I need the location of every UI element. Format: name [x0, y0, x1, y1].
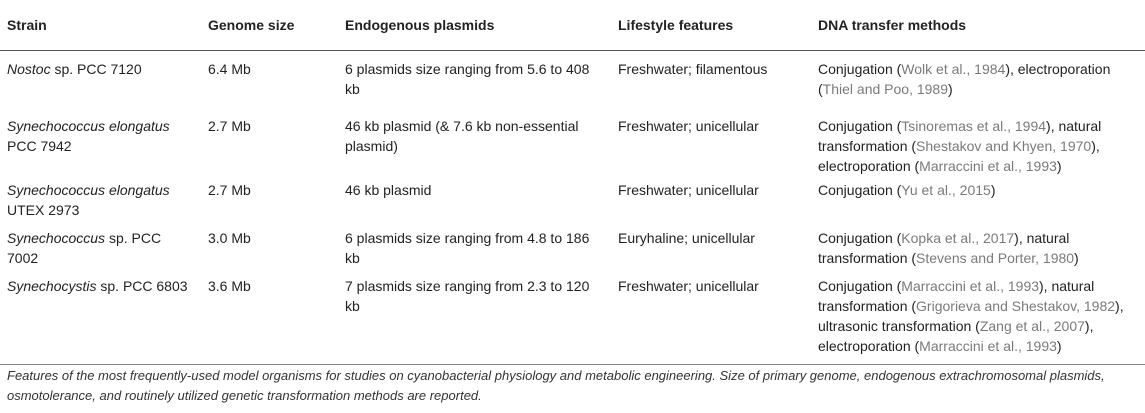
citation-link[interactable]: Wolk et al., 1984	[901, 60, 1006, 77]
genome-size-cell: 3.6 Mb	[199, 272, 336, 364]
citation-link[interactable]: Marraccini et al., 1993	[901, 278, 1040, 294]
table-row	[0, 224, 1145, 272]
italic-name-text: Synechococcus elongatus	[7, 182, 170, 198]
citation-link[interactable]: Marraccini et al., 1993	[919, 158, 1057, 174]
strain-cell	[0, 50, 199, 108]
cell-text: ), electroporation (	[818, 318, 1094, 354]
citation-link[interactable]: Kopka et al., 2017	[901, 230, 1015, 246]
header-lifestyle-features: Lifestyle features	[609, 0, 809, 50]
cell-text: sp. PCC 7120	[50, 60, 142, 77]
cell-text: )	[1056, 158, 1062, 174]
cell-text: Conjugation (	[818, 278, 902, 294]
italic-name-text: Synechocystis	[7, 278, 97, 294]
table-row	[0, 50, 1145, 108]
italic-name-text: Nostoc	[7, 60, 51, 77]
header-genome-size: Genome size	[199, 0, 336, 50]
citation-link[interactable]: Thiel and Poo, 1989	[822, 80, 948, 97]
transfer-methods-cell	[809, 224, 1145, 272]
cell-text: ), electroporation (	[818, 138, 1100, 174]
table-row	[0, 272, 1145, 364]
citation-link[interactable]: Yu et al., 2015	[901, 182, 991, 198]
lifestyle-cell: Freshwater; filamentous	[618, 60, 768, 77]
cell-text: PCC 7942	[7, 138, 72, 154]
cell-text: Conjugation (	[818, 60, 902, 77]
table-body	[0, 50, 1145, 364]
citation-link[interactable]: Grigorieva and Shestakov, 1982	[916, 298, 1116, 314]
citation-link[interactable]: Marraccini et al., 1993	[919, 338, 1057, 354]
cell-text: sp. PCC 7002	[7, 230, 162, 266]
transfer-methods-cell	[809, 108, 1145, 176]
transfer-methods-cell	[809, 176, 1145, 224]
header-strain: Strain	[0, 0, 199, 50]
table-header	[0, 0, 1145, 50]
genome-size-cell: 2.7 Mb	[208, 118, 251, 134]
citation-link[interactable]: Tsinoremas et al., 1994	[901, 118, 1047, 134]
cell-text: ), natural transformation (	[818, 230, 1070, 266]
transfer-methods-cell	[809, 50, 1145, 108]
lifestyle-cell: Freshwater; unicellular	[618, 118, 759, 134]
cell-text: ), electroporation (	[818, 60, 1111, 97]
cell-text: UTEX 2973	[7, 202, 80, 218]
cell-text: )	[1056, 338, 1062, 354]
italic-name-text: Synechococcus elongatus	[7, 118, 170, 134]
header-endogenous-plasmids: Endogenous plasmids	[336, 0, 609, 50]
strain-cell	[0, 272, 199, 364]
cell-text: )	[948, 80, 953, 97]
lifestyle-cell: Euryhaline; unicellular	[618, 230, 755, 246]
header-row	[0, 0, 1145, 50]
plasmids-cell: 46 kb plasmid	[345, 182, 432, 198]
plasmids-cell: 7 plasmids size ranging from 2.3 to 120 kb	[336, 272, 609, 364]
table-caption: Features of the most frequently-used model organisms for studies on cyanobacterial physiology and metabolic engineering. Size of primary genome, endogenous extrachromosomal plasmids, osmotolerance, and routinely utilized genetic transformation methods are reported.	[7, 368, 1105, 403]
citation-link[interactable]: Zang et al., 2007	[979, 318, 1085, 334]
citation-link[interactable]: Shestakov and Khyen, 1970	[916, 138, 1092, 154]
strain-cell	[0, 224, 199, 272]
citation-link[interactable]: Stevens and Porter, 1980	[916, 250, 1075, 266]
cell-text: )	[990, 182, 996, 198]
plasmids-cell: 6 plasmids size ranging from 4.8 to 186 kb	[345, 230, 590, 266]
cell-text: ), ultrasonic transformation (	[818, 298, 1124, 334]
plasmids-cell: 6 plasmids size ranging from 5.6 to 408 kb	[345, 60, 590, 97]
strain-cell	[0, 108, 199, 176]
table-row	[0, 108, 1145, 176]
header-dna-transfer-methods: DNA transfer methods	[809, 0, 1145, 50]
table-row	[0, 176, 1145, 224]
cell-text: Conjugation (	[818, 230, 902, 246]
genome-size-cell: 3.0 Mb	[208, 230, 251, 246]
lifestyle-cell: Freshwater; unicellular	[609, 272, 809, 364]
cell-text: Conjugation (	[818, 118, 902, 134]
transfer-methods-cell	[809, 272, 1145, 364]
cell-text: ), natural transformation (	[818, 278, 1095, 314]
strain-cell	[0, 176, 199, 224]
genome-size-cell: 6.4 Mb	[208, 60, 251, 77]
italic-name-text: Synechococcus	[7, 230, 106, 246]
cell-text: )	[1074, 250, 1079, 266]
cell-text: ), natural transformation (	[818, 118, 1102, 154]
genome-size-cell: 2.7 Mb	[208, 182, 251, 198]
cell-text: Conjugation (	[818, 182, 902, 198]
plasmids-cell: 46 kb plasmid (& 7.6 kb non-essential plasmid)	[345, 118, 579, 154]
cell-text: sp. PCC 6803	[96, 278, 188, 294]
lifestyle-cell: Freshwater; unicellular	[618, 182, 759, 198]
